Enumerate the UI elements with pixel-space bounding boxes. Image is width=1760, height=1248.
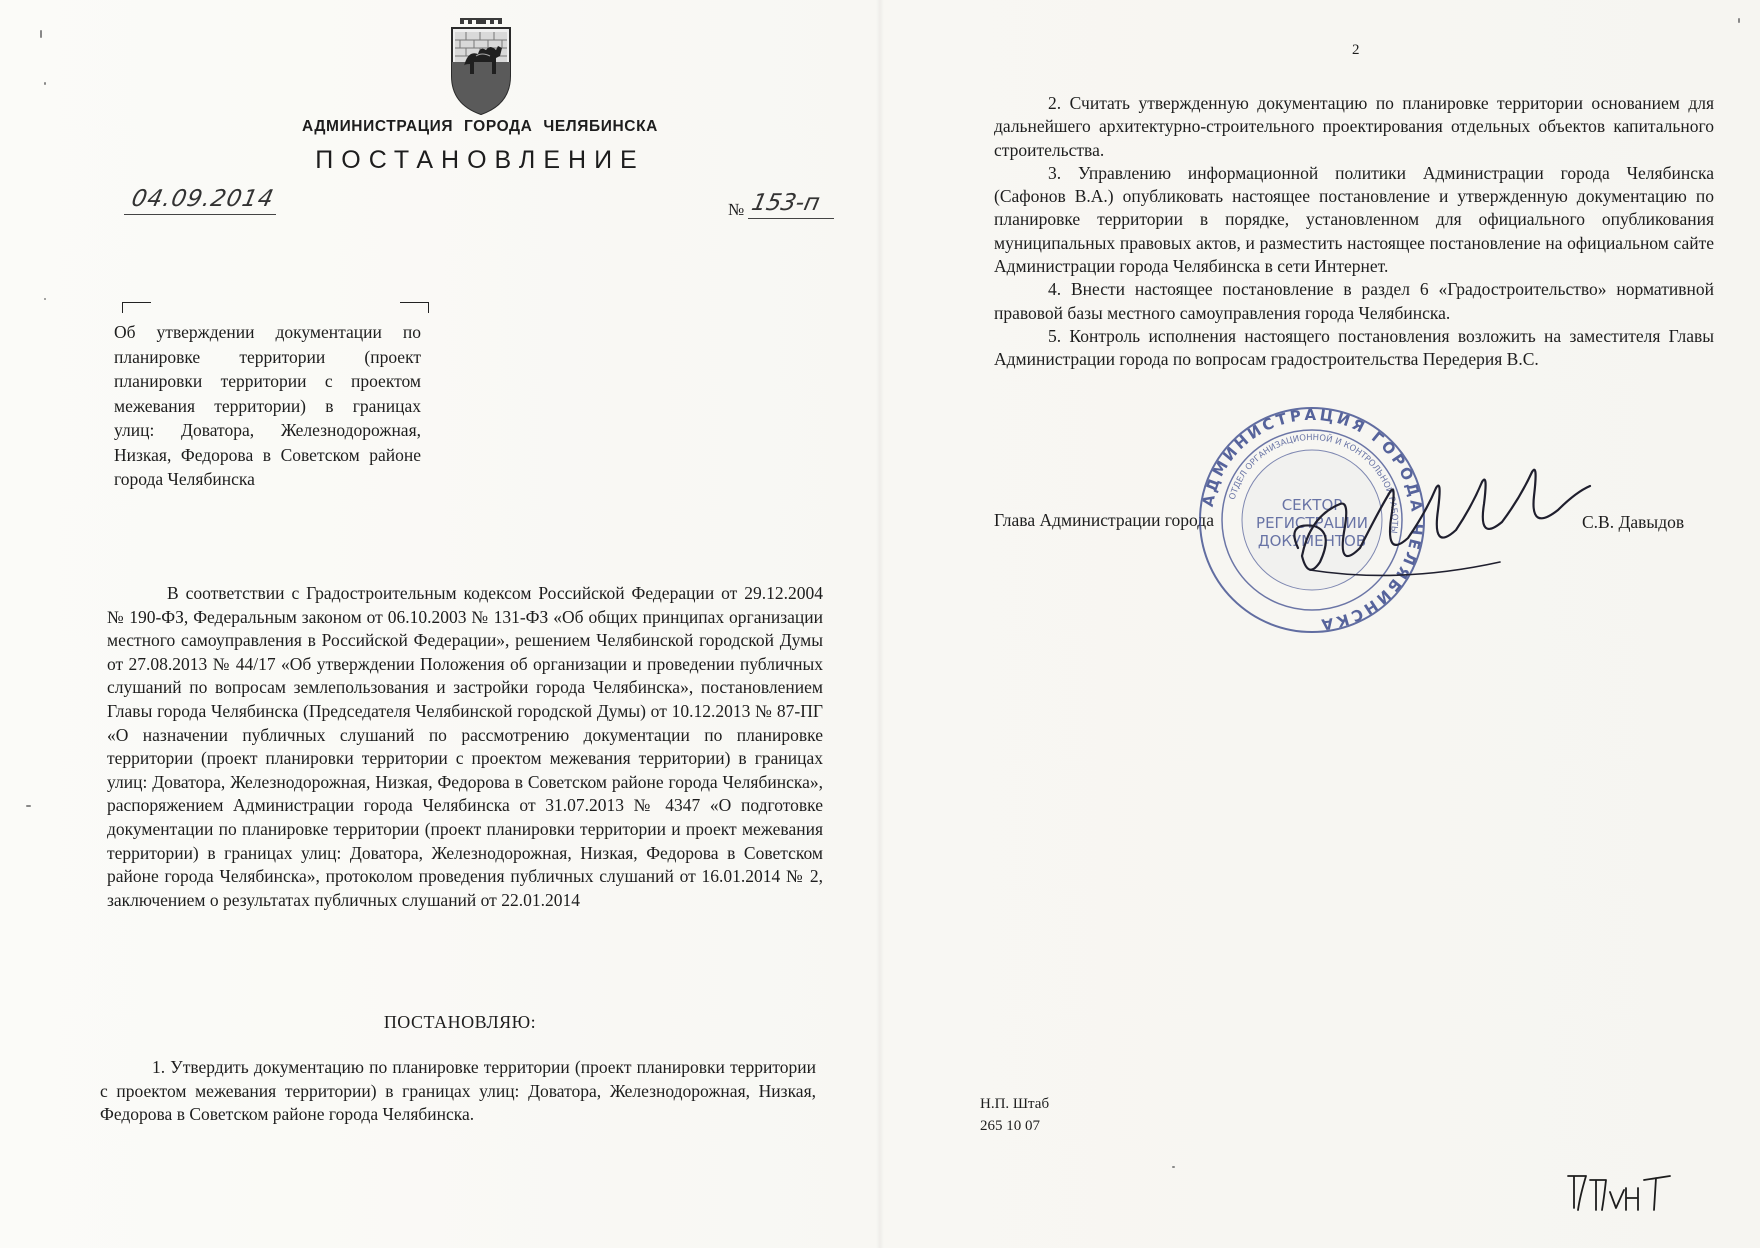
stamp-center-line-3: ДОКУМЕНТОВ [1257, 532, 1367, 550]
executor-name: Н.П. Штаб [980, 1096, 1050, 1112]
stamp-center-line-2: РЕГИСТРАЦИИ [1256, 514, 1368, 532]
organization-name: АДМИНИСТРАЦИЯ ГОРОДА ЧЕЛЯБИНСКА [302, 118, 658, 135]
handwritten-signature [1280, 452, 1610, 602]
item-paragraph: 4. Внести настоящее постановление в раздел 6 «Градостроительство» нормативной правовой базы местного самоуправления города Челябинска. [994, 279, 1714, 323]
resolve-heading: ПОСТАНОВЛЯЮ: [383, 1012, 537, 1032]
subject-bracket-right [400, 302, 429, 313]
handwritten-initials [1560, 1166, 1680, 1216]
subject-bracket-left [122, 302, 151, 313]
signer-name: С.В. Давыдов [1582, 512, 1685, 532]
handwritten-date: 04.09.2014 [129, 186, 277, 212]
scan-speck [44, 298, 46, 300]
city-emblem-icon [446, 16, 516, 116]
scan-speck [1738, 18, 1740, 23]
executor-phone: 265 10 07 [980, 1118, 1040, 1134]
resolution-items [994, 92, 1714, 372]
page-number: 2 [1352, 42, 1360, 58]
scan-speck [1172, 1166, 1175, 1168]
preamble-paragraph: В соответствии с Градостроительным кодексом Российской Федерации от 29.12.2004 № 190-ФЗ, Федеральным законом от 06.10.2003 № 131-ФЗ «Об общих принципах организации местного самоуправления в Российской Федерации», решением Челябинской городской Думы от 27.08.2013 № 44/17 «Об утверждении Положения об организации и проведении публичных слушаний по вопросам землепользования и застройки города Челябинска», постановлением Главы города Челябинска (Председателя Челябинской городской Думы) от 10.12.2013 № 87-ПГ «О назначении публичных слушаний по рассмотрению документации по планировке территории (проект планировки территории с проектом межевания территории) в границах улиц: Доватора, Железнодорожная, Низкая, Федорова в Советском районе города Челябинска», распоряжением Администрации города Челябинска от 31.07.2013 № 4347 «О подготовке документации по планировке территории (проект планировки территории и проект межевания территории) в границах улиц: Доватора, Железнодорожная, Низкая, Федорова в Советском районе города Челябинска», протоколом проведения публичных слушаний от 16.01.2014 № 2, заключением о результатах публичных слушаний от 22.01.2014 [107, 583, 823, 910]
handwritten-number: 153-п [749, 190, 823, 216]
scan-speck [44, 82, 46, 85]
scan-speck [26, 805, 31, 807]
document-type-heading: ПОСТАНОВЛЕНИЕ [315, 146, 645, 174]
item-paragraph: 3. Управлению информационной политики Администрации города Челябинска (Сафонов В.А.) опубликовать настоящее постановление и утвержденную документацию по планировке территории в порядке, установленном для официального опубликования муниципальных правовых актов, и разместить настоящее постановление на официальном сайте Администрации города Челябинска в сети Интернет. [994, 162, 1714, 277]
stamp-outer-text: АДМИНИСТРАЦИЯ ГОРОДА ЧЕЛЯБИНСКА [1198, 405, 1427, 634]
document-subject: Об утверждении документации по планировке территории (проект планировки территории с проектом межевания территории) в границах улиц: Доватора, Железнодорожная, Низкая, Федорова в Советском районе города Челябинска [114, 322, 421, 489]
item-paragraph: 2. Считать утвержденную документацию по планировке территории основанием для дальнейшего архитектурно-строительного проектирования отдельных объектов капитального строительства. [994, 93, 1714, 160]
item-1-paragraph: 1. Утвердить документацию по планировке территории (проект планировки территории с проектом межевания территории) в границах улиц: Доватора, Железнодорожная, Низкая, Федорова в Советском районе города Челябинска. [100, 1057, 816, 1125]
scan-speck [40, 30, 42, 38]
item-paragraph: 5. Контроль исполнения настоящего постановления возложить на заместителя Главы Администрации города по вопросам градостроительства Передерия В.С. [994, 325, 1714, 370]
stamp-inner-text: ОТДЕЛ ОРГАНИЗАЦИОННОЙ И КОНТРОЛЬНОЙ РАБОТЫ [1227, 432, 1400, 534]
signer-title: Глава Администрации города [994, 510, 1214, 530]
number-sign: № [728, 200, 745, 219]
stamp-center-line-1: СЕКТОР [1281, 496, 1343, 514]
